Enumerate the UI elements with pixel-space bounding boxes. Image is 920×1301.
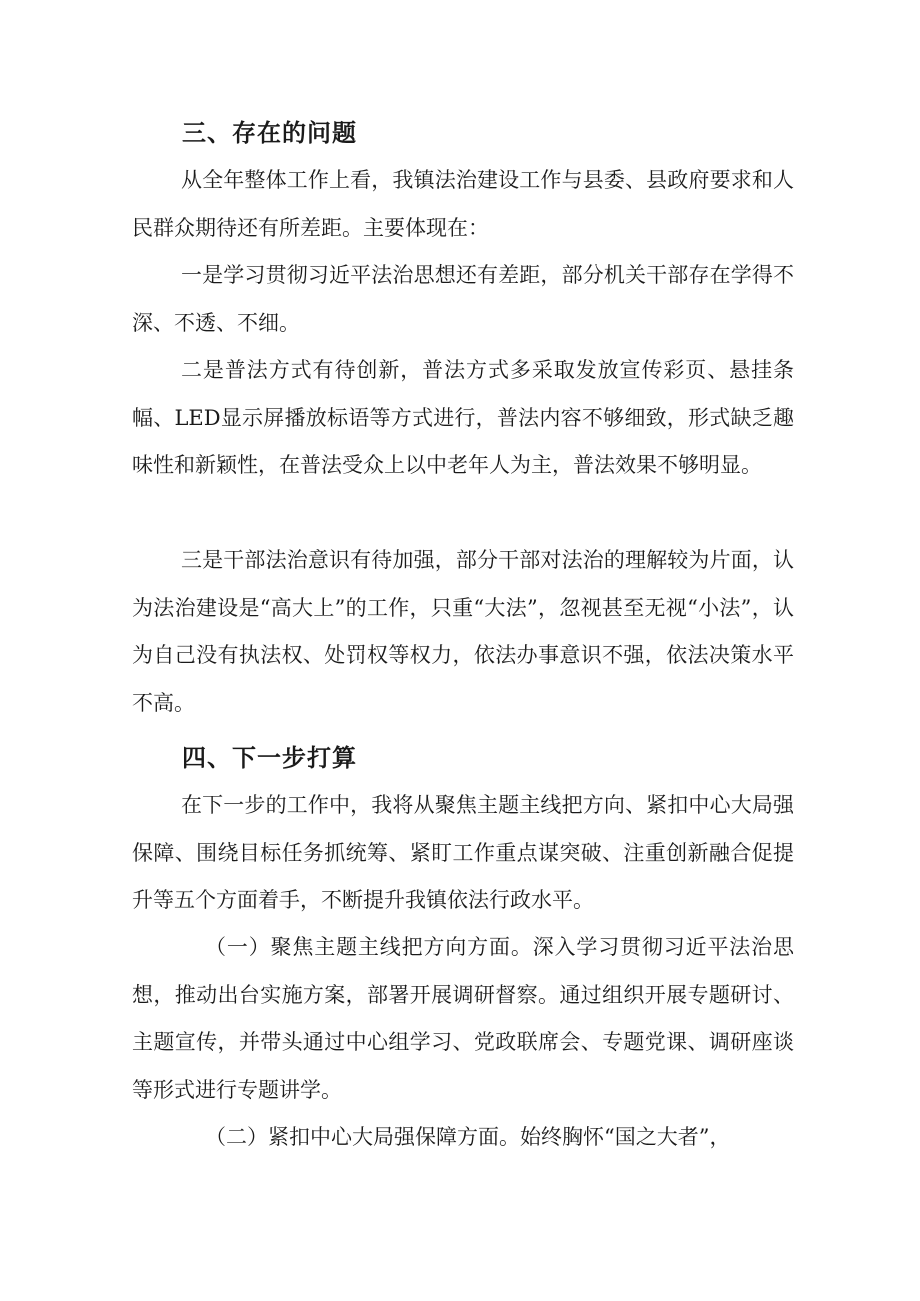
paragraph-next-steps-intro: 在下一步的工作中，我将从聚焦主题主线把方向、紧扣中心大局强保障、围绕目标任务抓统筹、紧盯工作重点谋突破、注重创新融合促提升等五个方面着手，不断提升我镇依法行政水平。	[132, 793, 794, 912]
paragraph-problem-three: 三是干部法治意识有待加强，部分干部对法治的理解较为片面，认为法治建设是“高大上”的工作，只重“大法”，忽视甚至无视“小法”，认为自己没有执法权、处罚权等权力，依法办事意识不强，依法决策水平不高。	[132, 548, 794, 715]
paragraph-problem-two: 二是普法方式有待创新，普法方式多采取发放宣传彩页、悬挂条幅、LED显示屏播放标语等方式进行，普法内容不够细致，形式缺乏趣味性和新颖性，在普法受众上以中老年人为主，普法效果不够明显。	[132, 358, 794, 477]
paragraph-next-step-one: （一）聚焦主题主线把方向方面。深入学习贯彻习近平法治思想，推动出台实施方案，部署开展调研督察。通过组织开展专题研讨、主题宣传，并带头通过中心组学习、党政联席会、专题党课、调研座谈等形式进行专题讲学。	[132, 935, 794, 1102]
section-heading-problems: 三、存在的问题	[182, 119, 357, 147]
section-heading-next-steps: 四、下一步打算	[182, 744, 357, 772]
paragraph-next-step-two: （二）紧扣中心大局强保障方面。始终胸怀“国之大者”，	[205, 1125, 731, 1149]
paragraph-problem-one: 一是学习贯彻习近平法治思想还有差距，部分机关干部存在学得不深、不透、不细。	[132, 263, 794, 335]
paragraph-problems-intro: 从全年整体工作上看，我镇法治建设工作与县委、县政府要求和人民群众期待还有所差距。主要体现在：	[132, 168, 794, 240]
